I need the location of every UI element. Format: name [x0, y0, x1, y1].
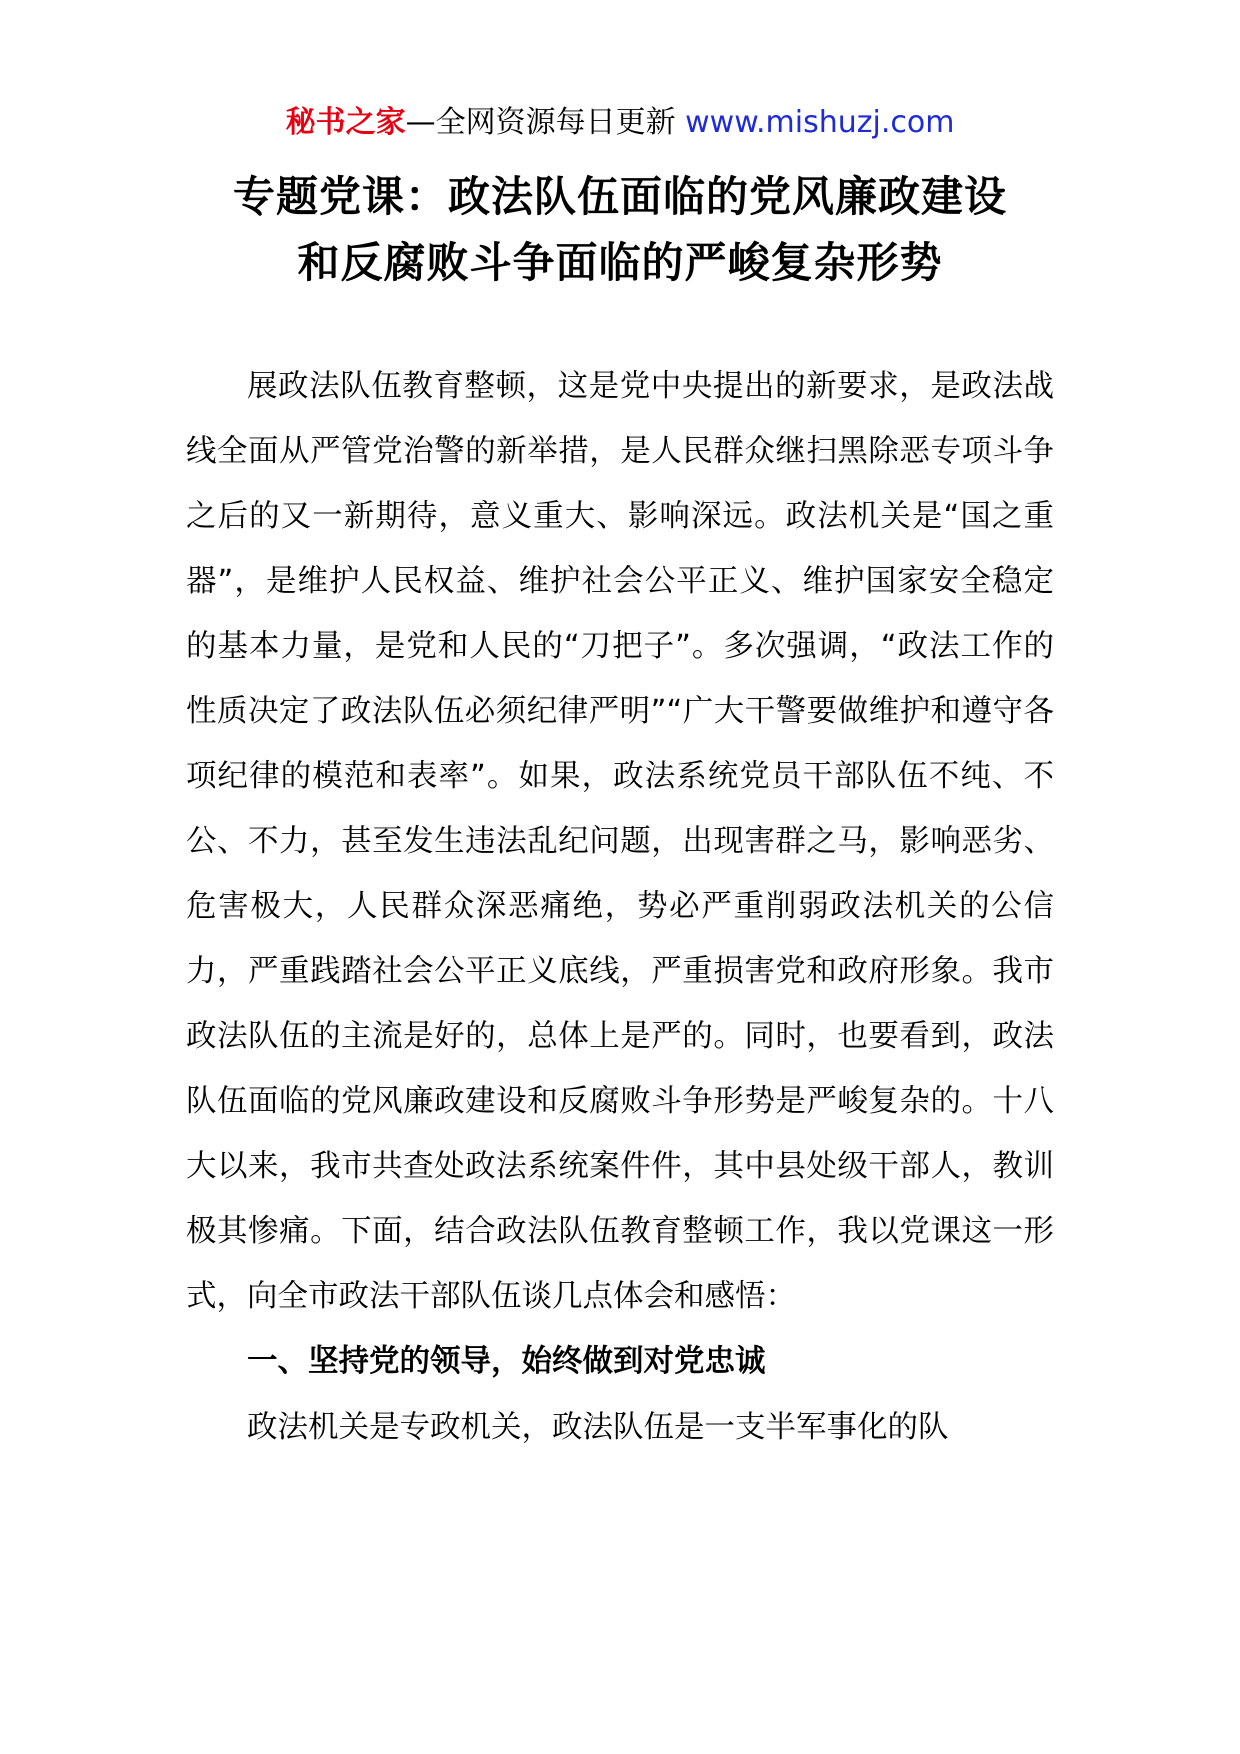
site-brand: 秘书之家	[285, 105, 406, 140]
site-url-link[interactable]: www.mishuzj.com	[685, 105, 955, 140]
body-paragraph-2: 政法机关是专政机关，政法队伍是一支半军事化的队	[247, 1410, 949, 1445]
document-title	[0, 164, 1240, 296]
title-line-1: 专题党课：政法队伍面临的党风廉政建设	[232, 172, 1007, 221]
body-paragraph-1: 展政法队伍教育整顿，这是党中央提出的新要求，是政法战线全面从严管党治警的新举措，是人民群众继扫黑除恶专项斗争之后的又一新期待，意义重大、影响深远。政法机关是“国之重器”，是维护人民权益、维护社会公平正义、维护国家安全稳定的基本力量，是党和人民的“刀把子”。多次强调，“政法工作的性质决定了政法队伍必须纪律严明”“广大干警要做维护和遵守各项纪律的模范和表率”。如果，政法系统党员干部队伍不纯、不公、不力，甚至发生违法乱纪问题，出现害群之马，影响恶劣、危害极大，人民群众深恶痛绝，势必严重削弱政法机关的公信力，严重践踏社会公平正义底线，严重损害党和政府形象。我市政法队伍的主流是好的，总体上是严的。同时，也要看到，政法队伍面临的党风廉政建设和反腐败斗争形势是严峻复杂的。十八大以来，我市共查处政法系统案件件，其中县处级干部人，教训极其惨痛。下面，结合政法队伍教育整顿工作，我以党课这一形式，向全市政法干部队伍谈几点体会和感悟：	[186, 369, 1054, 1314]
site-header	[0, 103, 1240, 143]
section-heading-1: 一、坚持党的领导，始终做到对党忠诚	[247, 1344, 766, 1379]
document-body	[186, 354, 1054, 1460]
site-tagline: —全网资源每日更新	[405, 105, 686, 140]
title-line-2: 和反腐败斗争面临的严峻复杂形势	[297, 238, 943, 287]
